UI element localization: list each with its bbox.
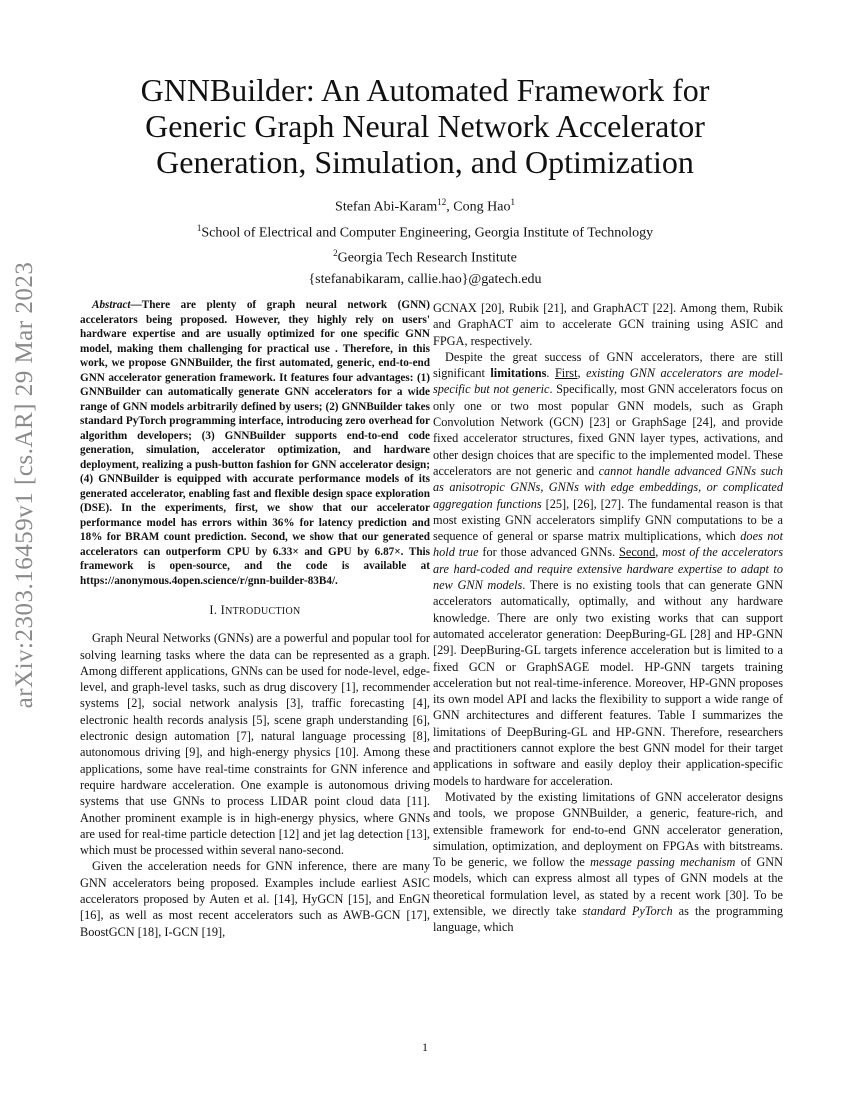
author-block xyxy=(80,192,770,290)
p2-text-d: . Specifically, most GNN accelerators focus on only one or two most popular GNN models, such as Graph Convolution Network (GCN) [23] or GraphSage [24], and provide fixed accelerator structures, fixed GNN layer types, activations, and other design choices that are specific to the implemented model. These accelerators are not generic and xyxy=(433,382,783,478)
p2-italic-3: does not hold true xyxy=(433,529,783,560)
affiliation-1 xyxy=(80,218,770,244)
p3-text-b: of GNN models, which can express almost all types of GNN models at the theoretical formulation level, as stated by a recent work [30]. To be extensible, we directly take xyxy=(433,855,783,918)
author-2-affil: 1 xyxy=(510,197,515,207)
section-first-letter: I xyxy=(220,603,226,617)
right-paragraph-2 xyxy=(433,349,783,789)
p2-italic-2: cannot handle advanced GNNs such as anisotropic GNNs, GNNs with edge embeddings, or complicated aggregation functions xyxy=(433,463,783,511)
p2-text-g: , xyxy=(655,545,663,560)
p2-underline-second: Second xyxy=(619,545,656,560)
p2-text-e: [25], [26], [27]. The fundamental reason is that most existing GNN accelerators simplify GNN computations to be a sequence of general or sparse matrix multiplications, which xyxy=(433,496,783,544)
affiliation-2-mark: 2 xyxy=(333,248,338,259)
section-heading-introduction xyxy=(80,602,430,620)
right-paragraph-3 xyxy=(433,789,783,936)
abstract-text: There are plenty of graph neural network (GNN) accelerators being proposed. However, they highly rely on users' hardware expertise and are usually optimized for one specific GNN model, making them challenging for practical use . Therefore, in this work, we propose GNNBuilder, the first automated, generic, end-to-end GNN accelerator generation framework. It features four advantages: (1) GNNBuilder can automatically generate GNN accelerators for a wide range of GNN models arbitrarily defined by users; (2) GNNBuilder takes standard PyTorch programming interface, introducing zero overhead for algorithm developers; (3) GNNBuilder supports end-to-end code generation, simulation, accelerator optimization, and hardware deployment, realizing a push-button fashion for GNN accelerator design; (4) GNNBuilder is equipped with accurate performance models of its generated accelerator, enabling fast and flexible design space exploration (DSE). In the experiments, first, we show that our accelerator performance model has errors within 36% for latency prediction and 18% for BRAM count prediction. Second, we show that our generated accelerators can outperform CPU by 6.33× and GPU by 6.87×. This framework is open-source, and the code is available at https://anonymous.4open.science/r/gnn-builder-83B4/. xyxy=(80,299,430,587)
affiliation-2-text: Georgia Tech Research Institute xyxy=(337,250,517,266)
intro-paragraph-1: Graph Neural Networks (GNNs) are a powerful and popular tool for solving learning tasks where the data can be represented as a graph. Among different applications, GNNs can be used for node-level, edge-level, and graph-level tasks, such as drug discovery [1], recommender systems [2], social network analysis [3], traffic forecasting [4], electronic health records analysis [5], scene graph understanding [6], electronic design automation [7], natural language processing [8], autonomous driving [9], and high-energy physics [10]. Among these applications, some have real-time constraints for GNN inference and require hardware acceleration. One example is autonomous driving systems that use GNNs to process LIDAR point cloud data [11]. Another prominent example is in high-energy physics, where GNNs are used for real-time particle detection [12] and jet lag detection [13], which must be processed within several nano-second. xyxy=(80,631,430,858)
p3-text-a: Motivated by the existing limitations of GNN accelerator designs and tools, we propose GNNBuilder, a generic, feature-rich, and extensible framework for end-to-end GNN accelerator generation, simulation, optimization, and deployment on FPGAs with bitstreams. To be generic, we follow the xyxy=(433,789,783,870)
right-column xyxy=(433,300,783,936)
p3-italic-2: standard PyTorch xyxy=(582,903,673,918)
author-separator: , xyxy=(446,199,454,215)
paper-title xyxy=(80,72,770,180)
p2-underline-first: First xyxy=(554,366,578,381)
abstract-dash: — xyxy=(130,299,142,311)
intro-paragraph-2: Given the acceleration needs for GNN inference, there are many GNN accelerators being proposed. Examples include earliest ASIC accelerators proposed by Auten et al. [14], HyGCN [15], and EnGN [16], as well as most recent accelerators such as AWB-GCN [17], BoostGCN [18], I-GCN [19], xyxy=(80,859,430,939)
affiliation-1-mark: 1 xyxy=(196,222,202,233)
p2-text-f: for those advanced GNNs. xyxy=(478,545,620,560)
affiliation-1-text: School of Electrical and Computer Engineering, Georgia Institute of Technology xyxy=(201,225,654,241)
title-line-2: Generic Graph Neural Network Accelerator xyxy=(145,108,705,144)
p2-text-b: . xyxy=(546,366,555,381)
author-emails[interactable]: {stefanabikaram, callie.hao}@gatech.edu xyxy=(308,271,542,287)
author-2: Cong Hao xyxy=(453,199,511,215)
p3-italic-1: message passing mechanism xyxy=(590,855,736,870)
title-line-1: GNNBuilder: An Automated Framework for xyxy=(140,72,710,108)
arxiv-identifier[interactable]: arXiv:2303.16459v1 [cs.AR] 29 Mar 2023 xyxy=(11,261,38,709)
affiliation-2 xyxy=(80,243,770,269)
page-number: 1 xyxy=(422,1040,428,1054)
title-line-3: Generation, Simulation, and Optimization xyxy=(156,144,694,180)
abstract xyxy=(80,298,430,588)
author-1-affil: 12 xyxy=(437,197,447,207)
abstract-label: Abstract xyxy=(92,299,131,311)
left-column xyxy=(80,298,430,940)
p2-bold-limitations: limitations xyxy=(490,366,547,381)
p2-text-h: . There is no existing tools that can generate GNN accelerators automatically, optimally, and without any hardware knowledge. There are only two existing works that can support automated accelerator generation: DeepBuring-GL [28] and HP-GNN [29]. DeepBuring-GL targets inference acceleration but is limited to a fixed GCN or GraphSAGE model. HP-GNN targets training acceleration but not real-time-inference. Moreover, HP-GNN proposes its own model API and lacks the flexibility to support a wide range of GNN architectures and different features. Table I summarizes the limitations of DeepBuring-GL and HP-GNN. Therefore, researchers and practitioners cannot explore the best GNN model for their target applications in software and easily deploy their application-specific models to hardware for acceleration. xyxy=(433,578,783,788)
p2-text-c: , xyxy=(577,366,587,381)
p2-text-a: Despite the great success of GNN accelerators, there are still significant xyxy=(433,349,783,381)
section-title-rest: NTRODUCTION xyxy=(225,606,301,617)
author-1: Stefan Abi-Karam xyxy=(335,199,438,215)
p2-italic-4: most of the accelerators are hard-coded and require extensive hardware expertise to adapt to new GNN models xyxy=(433,545,783,593)
p3-text-c: as the programming language, which xyxy=(433,903,783,935)
author-names xyxy=(80,192,770,218)
arxiv-sidebar xyxy=(6,261,44,709)
section-numeral: I. xyxy=(209,603,221,617)
right-paragraph-1: GCNAX [20], Rubik [21], and GraphACT [22]. Among them, Rubik and GraphACT aim to accelerate GCN training using ASIC and FPGA, respectively. xyxy=(433,301,783,348)
p2-italic-1: existing GNN accelerators are model-specific but not generic xyxy=(433,366,783,397)
